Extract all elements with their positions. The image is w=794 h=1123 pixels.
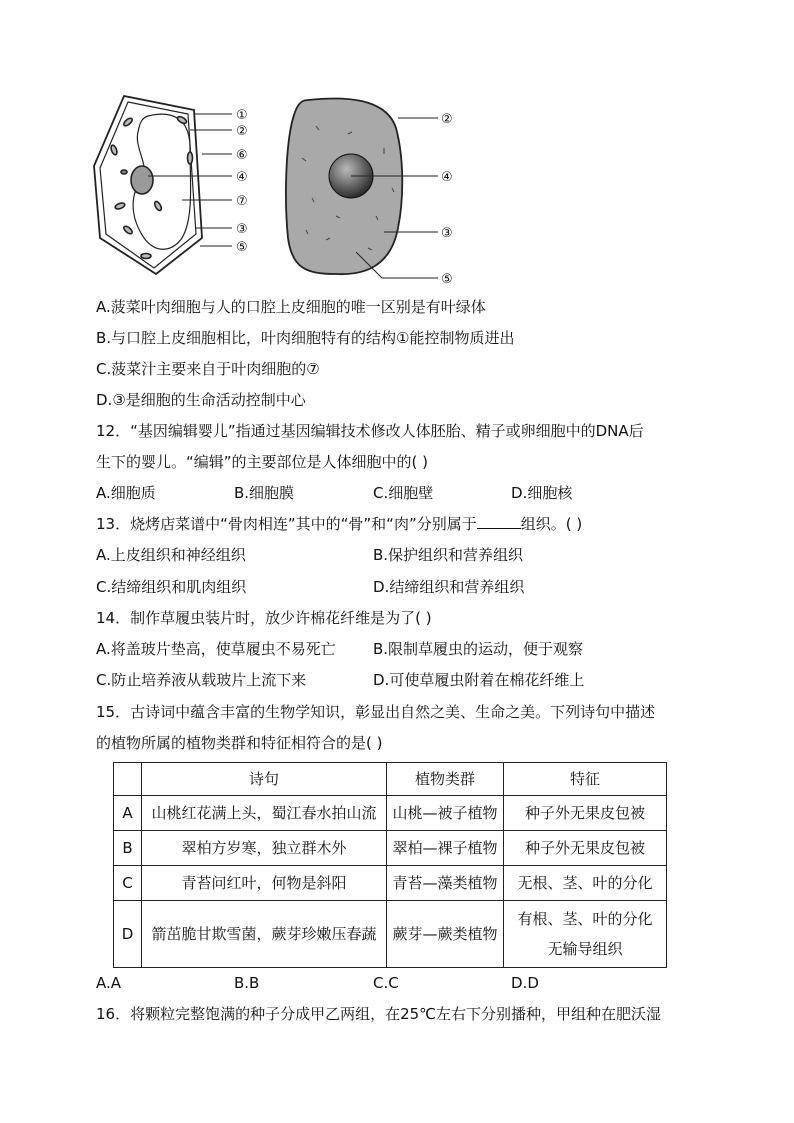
q15-option-b: B.B: [234, 974, 260, 992]
table-header-key: [114, 763, 142, 796]
q13-option-b: B.保护组织和营养组织: [373, 546, 524, 564]
plant-label-4: ④: [236, 170, 248, 185]
plant-label-5: ⑤: [236, 240, 248, 255]
q13-stem-before: 13．烧烤店菜谱中“骨肉相连”其中的“骨”和“肉”分别属于: [96, 515, 477, 533]
q14-option-c: C.防止培养液从载玻片上流下来: [96, 671, 307, 689]
table-cell-feature: 无根、茎、叶的分化: [504, 866, 667, 901]
q16-stem-line1: 16．将颗粒完整饱满的种子分成甲乙两组，在25℃左右下分别播种，甲组种在肥沃湿: [96, 1005, 662, 1023]
animal-label-4: ④: [441, 170, 453, 185]
q13-blank: [477, 514, 521, 529]
plant-label-7: ⑦: [236, 194, 248, 209]
plant-label-1: ①: [236, 108, 248, 123]
q11-option-a: A.菠菜叶肉细胞与人的口腔上皮细胞的唯一区别是有叶绿体: [96, 298, 486, 316]
table-cell-key: A: [114, 796, 142, 831]
q15-stem-line2: 的植物所属的植物类群和特征相符合的是( ): [96, 734, 383, 752]
q15-option-d: D.D: [511, 974, 539, 992]
plant-label-6: ⑥: [236, 148, 248, 163]
table-cell-group: 蕨芽—蕨类植物: [387, 901, 504, 968]
table-cell-poem: 箭茁脆甘欺雪菌，蕨芽珍嫩压春蔬: [142, 901, 387, 968]
q15-stem-line1: 15．古诗词中蕴含丰富的生物学知识，彰显出自然之美、生命之美。下列诗句中描述: [96, 703, 656, 721]
q13-option-a: A.上皮组织和神经组织: [96, 546, 246, 564]
q14-stem: 14．制作草履虫装片时，放少许棉花纤维是为了( ): [96, 609, 432, 627]
feature-line1: 有根、茎、叶的分化: [517, 910, 653, 928]
table-cell-group: 青苔—藻类植物: [387, 866, 504, 901]
animal-label-5: ⑤: [441, 272, 453, 287]
table-header-group: 植物类群: [387, 763, 504, 796]
plant-label-3: ③: [236, 222, 248, 237]
table-cell-feature: 种子外无果皮包被: [504, 796, 667, 831]
table-cell-group: 山桃—被子植物: [387, 796, 504, 831]
q13-stem: [96, 514, 582, 534]
table-cell-poem: 山桃红花满上头，蜀江春水拍山流: [142, 796, 387, 831]
q12-stem-line2: 生下的婴儿。“编辑”的主要部位是人体细胞中的( ): [96, 453, 429, 471]
table-cell-group: 翠柏—裸子植物: [387, 831, 504, 866]
q15-table: [113, 762, 667, 968]
q13-stem-after: 组织。( ): [520, 515, 583, 533]
cell-diagram: [86, 88, 466, 288]
plant-label-2: ②: [236, 124, 248, 139]
q11-option-c: C.菠菜汁主要来自于叶肉细胞的⑦: [96, 360, 320, 378]
q12-option-b: B.细胞膜: [234, 484, 295, 502]
table-header-row: [114, 763, 667, 796]
q14-option-a: A.将盖玻片垫高，使草履虫不易死亡: [96, 640, 336, 658]
plant-cell: [94, 96, 202, 274]
table-cell-key: C: [114, 866, 142, 901]
table-row: [114, 831, 667, 866]
table-cell-key: B: [114, 831, 142, 866]
q15-option-c: C.C: [373, 974, 399, 992]
q12-stem-line1: 12．“基因编辑婴儿”指通过基因编辑技术修改人体胚胎、精子或卵细胞中的DNA后: [96, 422, 644, 440]
table-cell-poem: 青苔问红叶，何物是斜阳: [142, 866, 387, 901]
table-cell-key: D: [114, 901, 142, 968]
table-cell-poem: 翠柏方岁寒，独立群木外: [142, 831, 387, 866]
q12-option-d: D.细胞核: [511, 484, 573, 502]
q15-option-a: A.A: [96, 974, 122, 992]
q13-option-d: D.结缔组织和营养组织: [373, 578, 525, 596]
feature-line2: 无输导组织: [547, 940, 623, 958]
table-header-feature: 特征: [504, 763, 667, 796]
q11-option-b: B.与口腔上皮细胞相比，叶肉细胞特有的结构①能控制物质进出: [96, 329, 515, 347]
q11-option-d: D.③是细胞的生命活动控制中心: [96, 391, 306, 409]
q13-option-c: C.结缔组织和肌肉组织: [96, 578, 247, 596]
table-row: [114, 901, 667, 968]
table-row: [114, 796, 667, 831]
q12-option-c: C.细胞壁: [373, 484, 434, 502]
q14-option-b: B.限制草履虫的运动，便于观察: [373, 640, 584, 658]
q12-option-a: A.细胞质: [96, 484, 156, 502]
animal-label-2: ②: [441, 112, 453, 127]
table-cell-feature: [504, 901, 667, 968]
q14-option-d: D.可使草履虫附着在棉花纤维上: [373, 671, 585, 689]
animal-label-3: ③: [441, 226, 453, 241]
table-row: [114, 866, 667, 901]
table-cell-feature: 种子外无果皮包被: [504, 831, 667, 866]
table-header-poem: 诗句: [142, 763, 387, 796]
animal-cell: [286, 98, 402, 274]
